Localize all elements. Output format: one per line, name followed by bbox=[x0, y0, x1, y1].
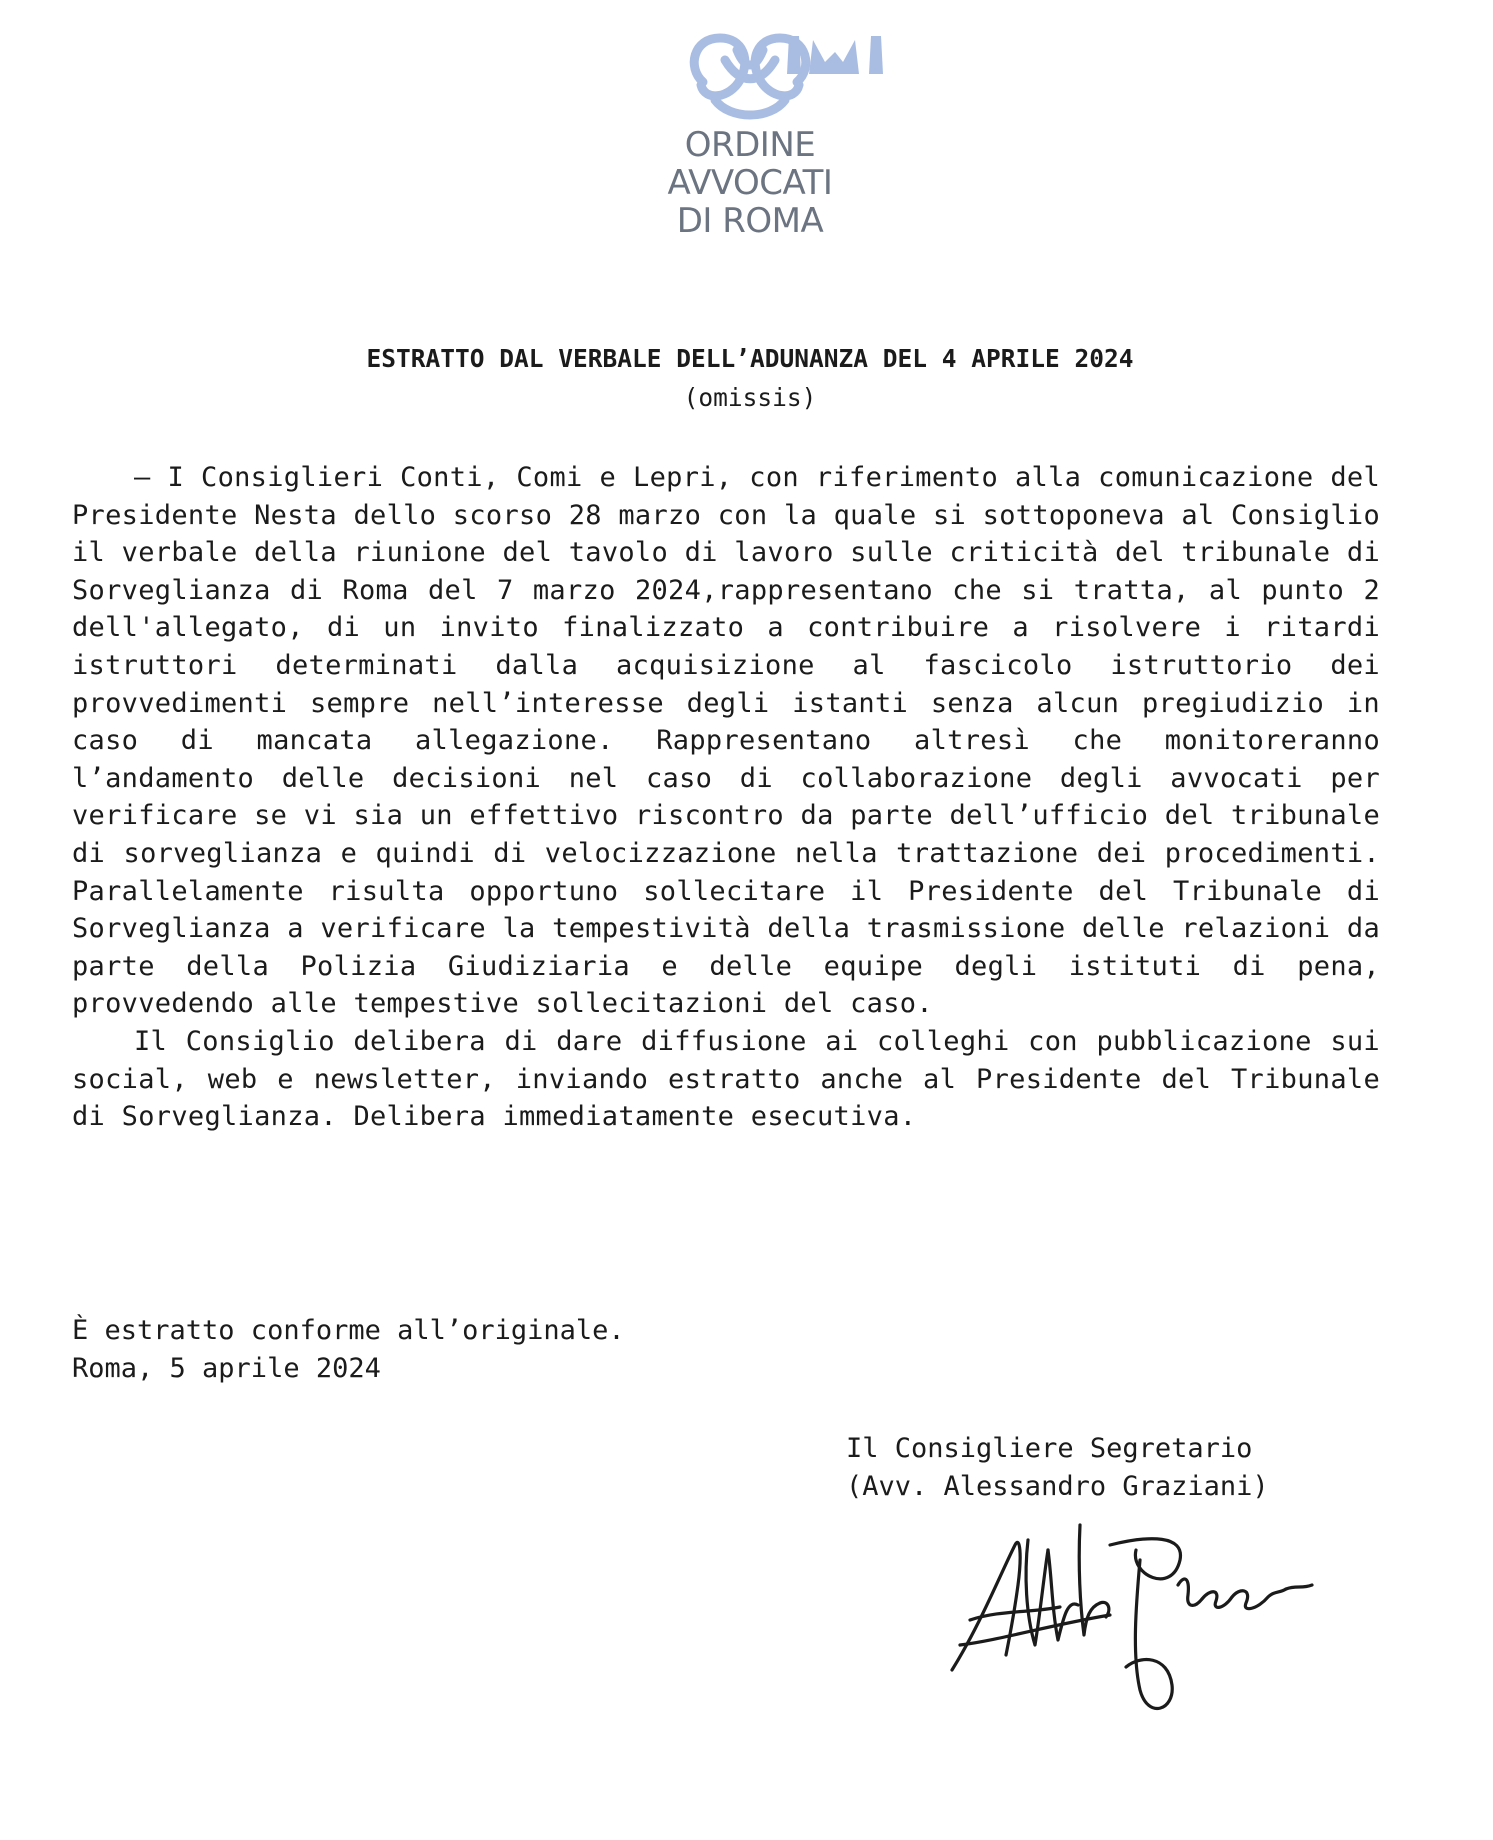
logo-base-icon bbox=[685, 30, 985, 80]
place-date: Roma, 5 aprile 2024 bbox=[72, 1352, 381, 1384]
ordine-avvocati-logo bbox=[600, 30, 900, 270]
signatory-role: Il Consigliere Segretario bbox=[846, 1433, 1253, 1464]
document-title: ESTRATTO DAL VERBALE DELL’ADUNANZA DEL 4 APRILE 2024 bbox=[366, 344, 1134, 373]
signatory-block bbox=[846, 1430, 1446, 1505]
resolution-text bbox=[72, 459, 1380, 1136]
logo-line-2: AVVOCATI bbox=[667, 163, 833, 203]
logo-line-1: ORDINE bbox=[684, 125, 816, 165]
paragraph-1: – I Consiglieri Conti, Comi e Lepri, con riferimento alla comunicazione del Presidente Nesta dello scorso 28 marzo con la quale si sottoponeva al Consiglio il verbale della riunione del tavolo di lavoro sulle criticità del tribunale di Sorveglianza di Roma del 7 marzo 2024,rappresentano che si tratta, al punto 2 dell'allegato, di un invito finalizzato a contribuire a risolvere i ritardi istruttori determinati dalla acquisizione al fascicolo istruttorio dei provvedimenti sempre nell’interesse degli istanti senza alcun pregiudizio in caso di mancata allegazione. Rappresentano altresì che monitoreranno l’andamento delle decisioni nel caso di collaborazione degli avvocati per verificare se vi sia un effettivo riscontro da parte dell’ufficio del tribunale di sorveglianza e quindi di velocizzazione nella trattazione dei procedimenti. Parallelamente risulta opportuno sollecitare il Presidente del Tribunale di Sorveglianza a verificare la tempestività della trasmissione delle relazioni da parte della Polizia Giudiziaria e delle equipe degli istituti di pena, provvedendo alle tempestive sollecitazioni del caso. bbox=[72, 462, 1380, 1020]
conformity-statement: È estratto conforme all’originale. bbox=[72, 1315, 625, 1346]
omissis-note: (omissis) bbox=[683, 383, 817, 412]
closing-block bbox=[72, 1312, 972, 1387]
paragraph-2: Il Consiglio delibera di dare diffusione ai colleghi con pubblicazione sui social, web e newsletter, inviando estratto anche al Presidente del Tribunale di Sorveglianza. Delibera immediatamente esecutiva. bbox=[72, 1025, 1380, 1133]
handwritten-signature bbox=[940, 1505, 1340, 1735]
logo-line-3: DI ROMA bbox=[676, 201, 824, 241]
signatory-name: (Avv. Alessandro Graziani) bbox=[846, 1470, 1269, 1502]
logo-wordmark bbox=[600, 126, 900, 240]
